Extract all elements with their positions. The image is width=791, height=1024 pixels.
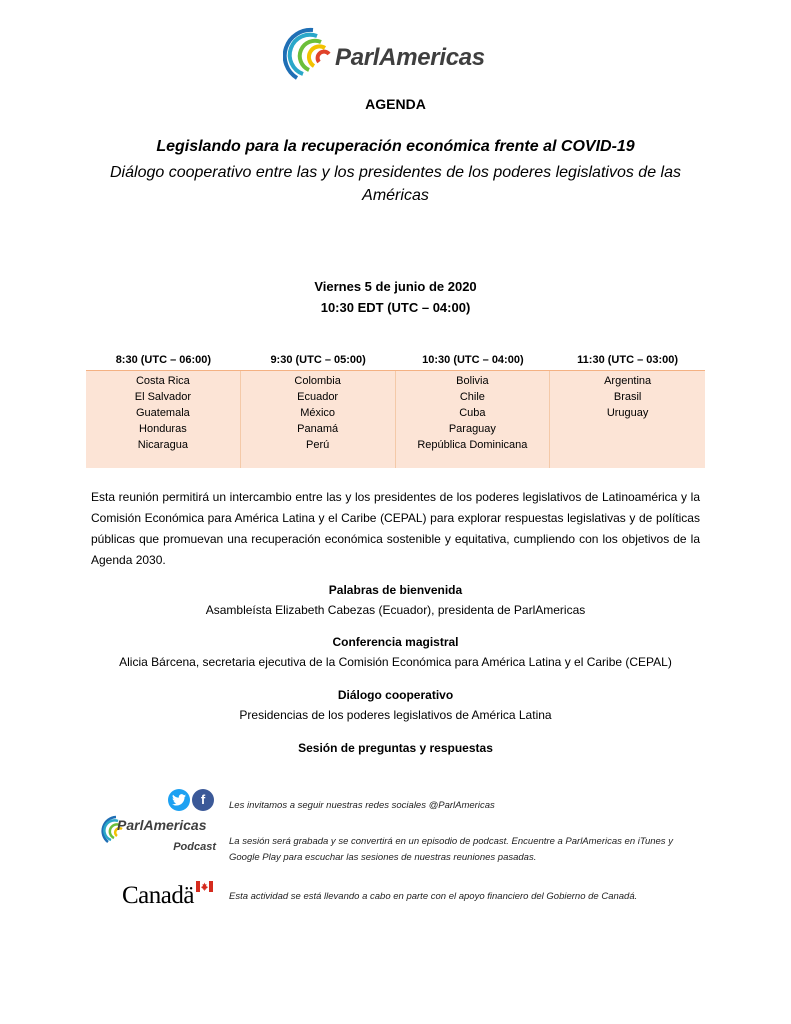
intro-paragraph bbox=[91, 487, 700, 571]
country-cell: El Salvador bbox=[134, 391, 191, 403]
podcast-text: La sesión será grabada y se convertirá en un episodio de podcast. Encuentre a ParlAmericas en iTunes y Google Play para escuchar las sesiones de nuestras reuniones pasadas. bbox=[229, 836, 673, 863]
section-heading: Diálogo cooperativo bbox=[337, 688, 454, 702]
event-title: Legislando para la recuperación económica frente al COVID-19 bbox=[156, 138, 635, 155]
country-cell: Costa Rica bbox=[135, 375, 190, 387]
event-time: 10:30 EDT (UTC – 04:00) bbox=[320, 300, 471, 315]
timezone-header: 10:30 (UTC – 04:00) bbox=[422, 354, 524, 366]
podcast-logo-text: ParlAmericas bbox=[117, 817, 207, 833]
social-text: Les invitamos a seguir nuestras redes sociales @ParlAmericas bbox=[229, 800, 495, 811]
country-cell: Honduras bbox=[139, 423, 187, 435]
country-cell: República Dominicana bbox=[417, 439, 528, 451]
event-subtitle: Diálogo cooperativo entre las y los presidentes de los poderes legislativos de las Américas bbox=[110, 164, 681, 204]
timezone-table-header bbox=[86, 354, 705, 370]
canada-support-text: Esta actividad se está llevando a cabo en parte con el apoyo financiero del Gobierno de Canadá. bbox=[229, 891, 638, 902]
logo-text: ParlAmericas bbox=[335, 44, 485, 71]
social-icons bbox=[168, 789, 218, 813]
canada-flag-icon bbox=[196, 881, 213, 892]
timezone-header: 9:30 (UTC – 05:00) bbox=[270, 354, 366, 366]
country-cell: México bbox=[300, 407, 336, 419]
country-cell: Perú bbox=[306, 439, 330, 451]
timezone-table bbox=[86, 354, 705, 468]
agenda-label: AGENDA bbox=[365, 96, 426, 112]
country-cell: Chile bbox=[459, 391, 485, 403]
canada-wordmark-text: Canadä bbox=[122, 882, 194, 909]
intro-cepal-highlight: Comisión Económica para América Latina y el Caribe (CEPAL) bbox=[91, 511, 427, 525]
country-cell: Argentina bbox=[604, 375, 652, 387]
country-cell: Colombia bbox=[294, 375, 341, 387]
intro-text: Esta reunión permitirá un intercambio entre las y los presidentes de los poderes legislativos de Latinoamérica y la bbox=[91, 490, 700, 504]
country-cell: Brasil bbox=[613, 391, 642, 403]
twitter-icon[interactable] bbox=[168, 789, 190, 811]
country-cell: Cuba bbox=[459, 407, 486, 419]
canada-wordmark-logo bbox=[122, 882, 216, 910]
section-text: Presidencias de los poderes legislativos de América Latina bbox=[239, 708, 552, 722]
facebook-icon[interactable]: f bbox=[192, 789, 214, 811]
timezone-header: 8:30 (UTC – 06:00) bbox=[115, 354, 212, 366]
timezone-column bbox=[86, 371, 241, 468]
country-cell: Paraguay bbox=[448, 423, 496, 435]
timezone-header: 11:30 (UTC – 03:00) bbox=[577, 354, 679, 366]
section-text: Alicia Bárcena, secretaria ejecutiva de la Comisión Económica para América Latina y el Caribe (CEPAL) bbox=[119, 655, 672, 669]
timezone-column bbox=[396, 371, 551, 468]
parlamericas-logo bbox=[283, 24, 513, 94]
parlamericas-podcast-logo bbox=[100, 815, 220, 859]
country-cell: Bolivia bbox=[456, 375, 489, 387]
country-cell: Nicaragua bbox=[137, 439, 188, 451]
section-heading: Conferencia magistral bbox=[332, 635, 459, 649]
event-date: Viernes 5 de junio de 2020 bbox=[314, 279, 477, 294]
section-text: Asambleísta Elizabeth Cabezas (Ecuador), presidenta de ParlAmericas bbox=[205, 603, 586, 617]
intro-text: para explorar respuestas legislativas y de políticas públicas que promuevan una recuperación económica sostenible y equitativa, cumpliendo con los objetivos de la Agenda 2030. bbox=[91, 511, 700, 567]
timezone-column bbox=[550, 371, 705, 468]
country-cell: Uruguay bbox=[606, 407, 649, 419]
timezone-column bbox=[241, 371, 396, 468]
country-cell: Panamá bbox=[297, 423, 339, 435]
logo-arcs-icon bbox=[283, 24, 339, 94]
country-cell: Guatemala bbox=[135, 407, 190, 419]
section-heading: Palabras de bienvenida bbox=[328, 583, 463, 597]
country-cell: Ecuador bbox=[297, 391, 339, 403]
timezone-table-body bbox=[86, 370, 705, 468]
podcast-logo-sub: Podcast bbox=[173, 841, 216, 853]
section-heading: Sesión de preguntas y respuestas bbox=[298, 741, 493, 755]
